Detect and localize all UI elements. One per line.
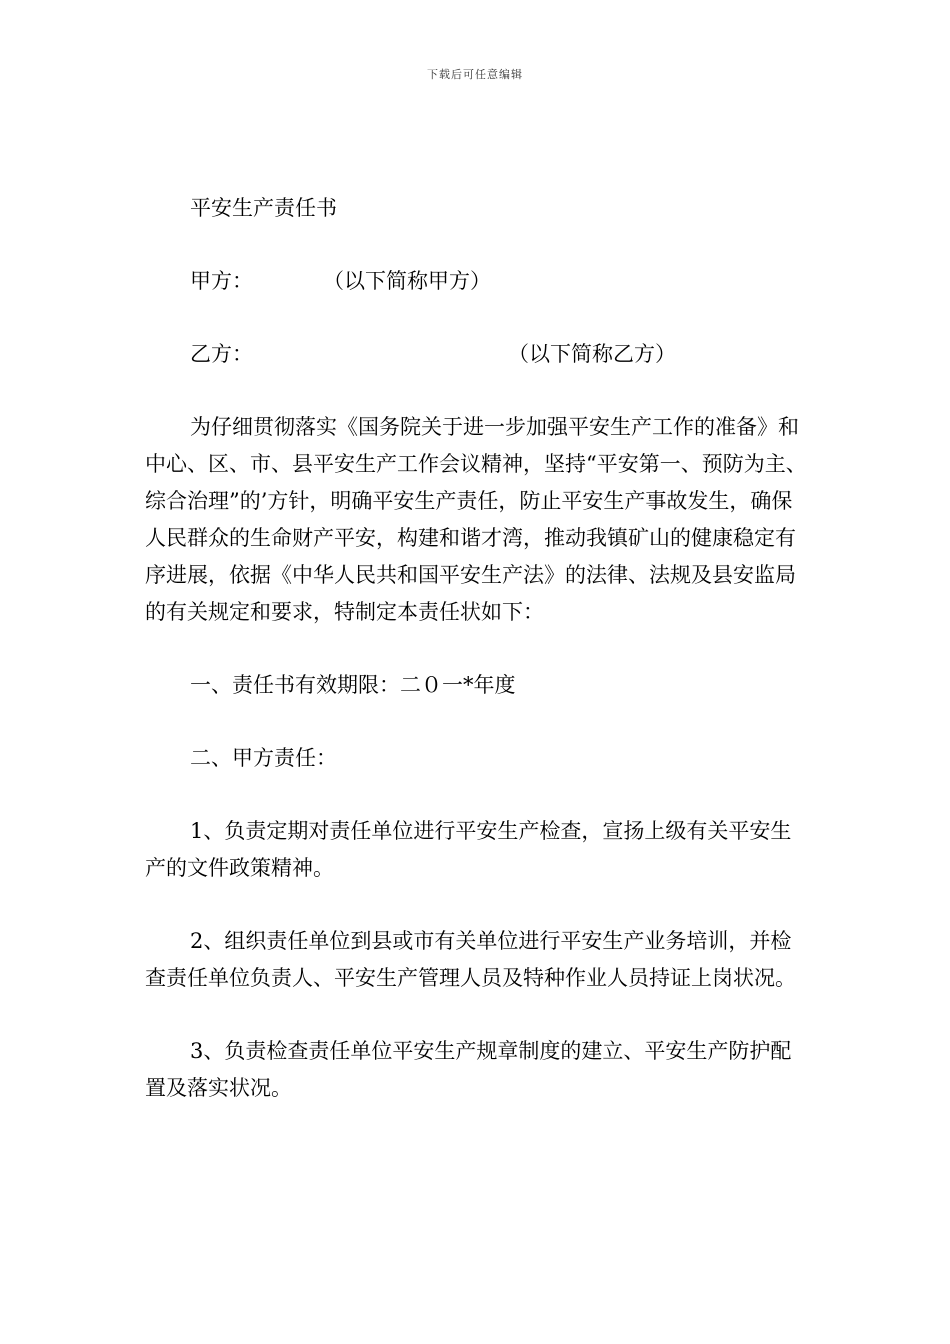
party-b-label: 乙方：: [190, 342, 253, 366]
party-b-line: [145, 336, 810, 373]
party-a-label: 甲方：: [190, 269, 253, 293]
section-validity: 一、责任书有效期限：二０一*年度: [190, 673, 516, 697]
header-note: 下载后可任意编辑: [427, 68, 523, 81]
party-a-line: [145, 263, 810, 300]
section-party-a-duties: 二、甲方责任：: [190, 746, 337, 770]
document-title: 平安生产责任书: [190, 196, 337, 220]
document-body: [145, 190, 810, 1143]
duty-item-2: 2、组织责任单位到县或市有关单位进行平安生产业务培训，并检查责任单位负责人、平安生产管理人员及特种作业人员持证上岗状况。: [145, 929, 796, 990]
party-b-note: （以下简称乙方）: [508, 342, 676, 366]
duty-item-3: 3、负责检查责任单位平安生产规章制度的建立、平安生产防护配置及落实状况。: [145, 1039, 792, 1100]
duty-item-1: 1、负责定期对责任单位进行平安生产检查，宣扬上级有关平安生产的文件政策精神。: [145, 819, 792, 880]
intro-paragraph: 为仔细贯彻落实《国务院关于进一步加强平安生产工作的准备》和中心、区、市、县平安生产工作会议精神，坚持“平安第一、预防为主、综合治理”的’方针，明确平安生产责任，防止平安生产事故发生，确保人民群众的生命财产平安，构建和谐才湾，推动我镇矿山的健康稳定有序进展，依据《中华人民共和国平安生产法》的法律、法规及县安监局的有关规定和要求，特制定本责任状如下：: [145, 415, 807, 624]
party-a-note: （以下简称甲方）: [323, 269, 491, 293]
